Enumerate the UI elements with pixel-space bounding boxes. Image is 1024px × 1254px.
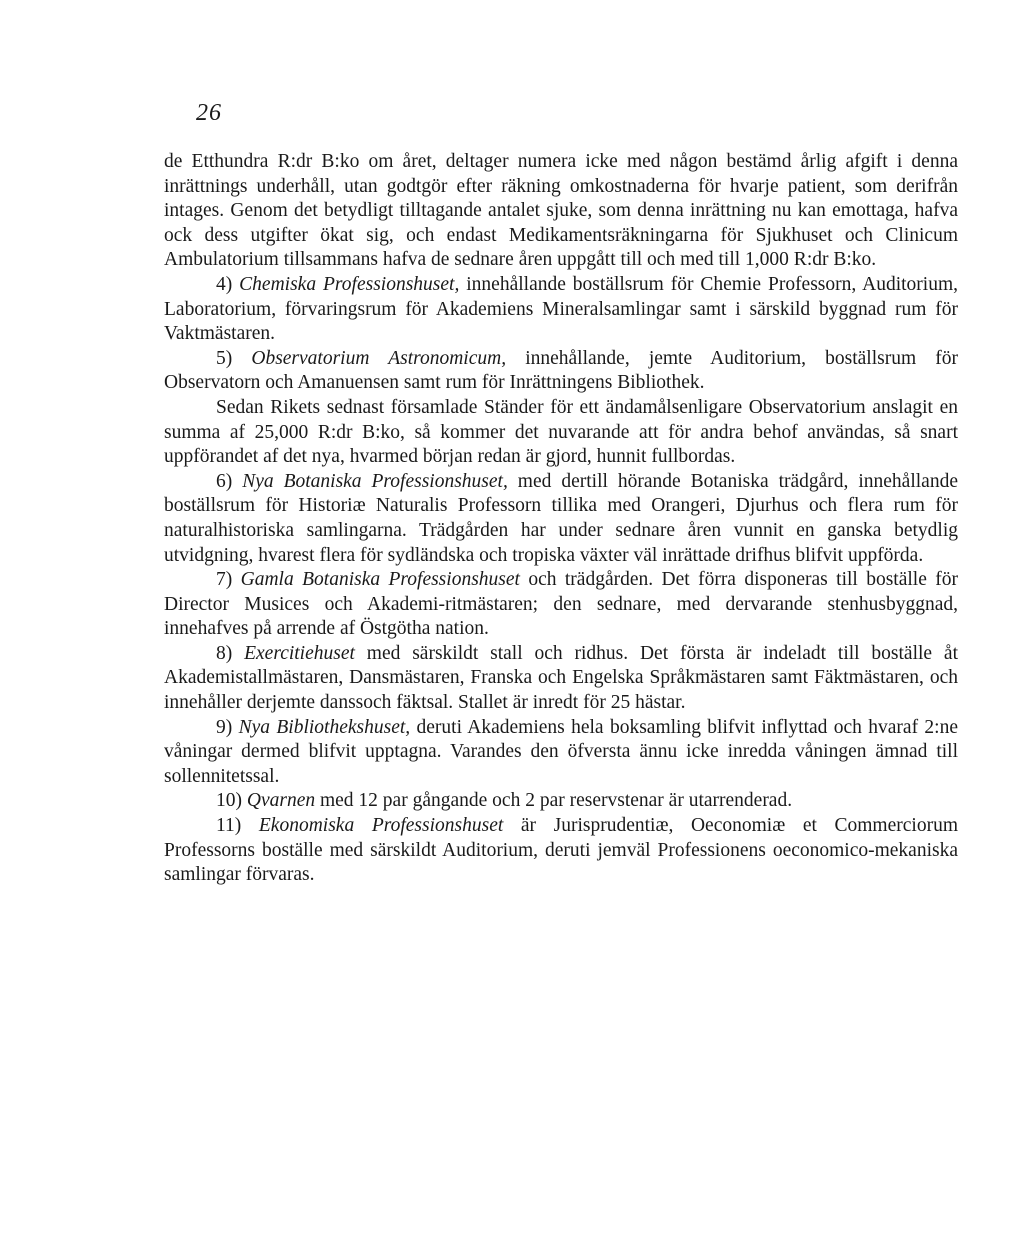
item-text: med särskildt stall och ridhus. Det första är indeladt till boställe åt Akademistallmästaren, Dansmästaren, Franska och Engelska Språkmästaren samt Fäktmästaren, och innehåller derjemte danssoch fäktsal. Stallet är inredt för 25 hästar. <box>164 642 959 714</box>
item-title: Gamla Botaniska Professionshuset <box>240 569 520 591</box>
item-number: 9) <box>216 716 239 738</box>
item-number: 11) <box>216 815 259 837</box>
item-number: 5) <box>216 347 252 369</box>
paragraph-item-4 <box>164 273 958 347</box>
item-text: och trädgården. Det förra disponeras till boställe för Director Musices och Akademi-ritmästaren; den sednare, med dervarande stenhusbyggnad, innehafves på arrende af Östgötha nation. <box>164 569 958 640</box>
item-text: är Jurisprudentiæ, Oeconomiæ et Commerciorum Professorns boställe med särskildt Auditorium, deruti jemväl Professionens oeconomico-mekaniska samlingar förvaras. <box>164 815 958 886</box>
item-text: med 12 par gångande och 2 par reservstenar är utarrenderad. <box>315 790 793 812</box>
paragraph-item-10 <box>164 789 958 814</box>
item-text: innehållande boställsrum för Chemie Professorn, Auditorium, Laboratorium, förvaringsrum för Akademiens Mineralsamlingar samt i särskild byggnad rum för Vaktmästaren. <box>164 273 958 345</box>
paragraph-observatorium-note <box>164 396 958 470</box>
item-number: 8) <box>216 642 245 664</box>
item-number: 6) <box>216 470 243 492</box>
item-title: Chemiska Professionshuset, <box>239 273 460 295</box>
item-title: Qvarnen <box>246 790 316 812</box>
paragraph-text: Sedan Rikets sednast församlade Ständer för ett ändamålsenligare Observatorium anslagit en summa af 25,000 R:dr B:ko, så kommer det nuvarande att för andra behof användas, så snart uppförandet af det nya, hvarmed början redan är gjord, hunnit fullbordas. <box>164 396 958 468</box>
paragraph-text: de Etthundra R:dr B:ko om året, deltager numera icke med någon bestämd årlig afgift i denna inrättnings underhåll, utan godtgör efter räkning omkostnaderna för hvarje patient, som derifrån intages. Genom det betydligt tilltagande antalet sjuke, som denna inrättning nu kan emottaga, hafva ock dess utgifter ökat sig, och endast Medikamentsräkningarna för Sjukhuset och Clinicum Ambulatorium tillsammans hafva de sednare åren uppgått till och med till 1,000 R:dr B:ko. <box>164 151 958 271</box>
item-title: Observatorium Astronomicum, <box>251 347 507 369</box>
paragraph-item-8 <box>164 642 958 716</box>
item-text: innehållande, jemte Auditorium, boställsrum för Observatorn och Amanuensen samt rum för Inrättningens Bibliothek. <box>164 347 958 394</box>
paragraph-item-9 <box>164 716 958 790</box>
item-title: Nya Bibliothekshuset, <box>238 716 411 738</box>
item-number: 4) <box>216 273 240 295</box>
paragraph-item-11 <box>164 814 958 888</box>
item-title: Ekonomiska Professionshuset <box>258 815 504 837</box>
item-number: 7) <box>216 569 241 591</box>
item-number: 10) <box>216 790 247 812</box>
item-title: Nya Botaniska Professionshuset, <box>242 470 508 492</box>
item-text: deruti Akademiens hela boksamling blifvit inflyttad och hvaraf 2:ne våningar dermed blifvit upptagna. Varandes den öfversta ännu icke inredda våningen ämnad till sollennitetssal. <box>164 716 958 787</box>
item-text: med dertill hörande Botaniska trädgård, innehållande boställsrum för Historiæ Naturalis Professorn tillika med Orangeri, Djurhus och flera rum för naturalhistoriska samlingarna. Trädgården har under sednare åren vunnit en ganska betydlig utvidgning, hvarest flera för sydländska och tropiska växter väl inrättade drifhus blifvit uppförda. <box>164 470 958 566</box>
page-number: 26 <box>196 100 222 126</box>
paragraph-continuation <box>164 150 958 273</box>
item-title: Exercitiehuset <box>244 642 355 664</box>
body-text <box>164 150 958 888</box>
paragraph-item-6 <box>164 470 958 568</box>
paragraph-item-7 <box>164 568 958 642</box>
paragraph-item-5 <box>164 347 958 396</box>
